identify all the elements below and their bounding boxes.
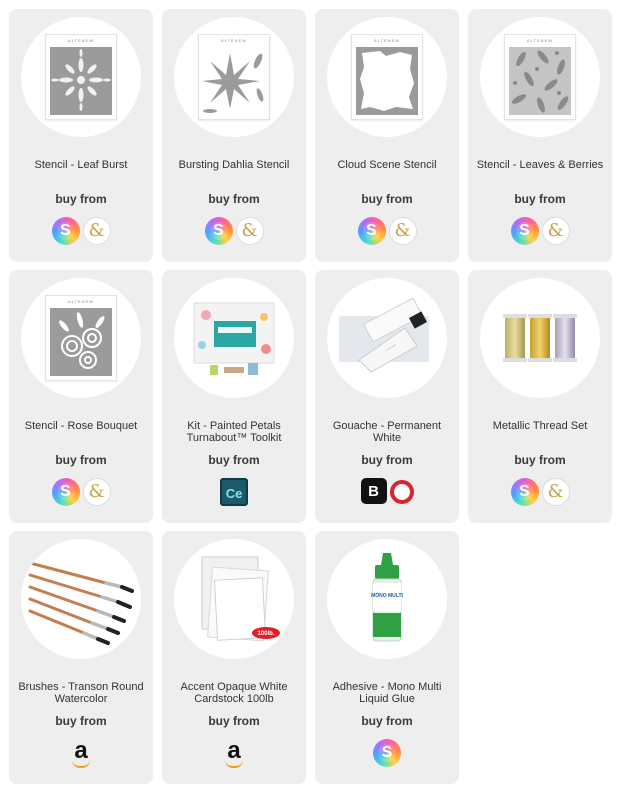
product-title[interactable]: Metallic Thread Set — [492, 420, 588, 432]
ce-store-icon[interactable]: Ce — [220, 478, 248, 506]
product-card — [9, 9, 153, 262]
amazon-store-icon[interactable] — [219, 739, 249, 769]
cardstock-image — [184, 549, 284, 649]
metallic-thread-image — [495, 308, 585, 368]
red-ring-store-icon[interactable] — [390, 480, 414, 504]
store-links — [9, 478, 153, 506]
svg-text:~~~~: ~~~~ — [384, 342, 398, 354]
product-card — [162, 270, 306, 523]
buy-from-label: buy from — [361, 453, 413, 467]
rose-bouquet-pattern — [50, 308, 112, 376]
brushes-image — [26, 549, 136, 649]
glue-bottle-image — [357, 549, 417, 649]
ampersand-store-icon[interactable]: & — [83, 478, 111, 506]
brand-header: ALTENEW — [67, 38, 95, 43]
amazon-smile — [225, 760, 243, 768]
product-card — [162, 531, 306, 784]
stencil-cloud-image — [351, 34, 423, 120]
amazon-letter: a — [227, 737, 241, 764]
brand-header: ALTENEW — [526, 38, 554, 43]
stencil-plate — [356, 47, 418, 115]
product-card — [468, 9, 612, 262]
product-thumbnail[interactable] — [174, 278, 294, 398]
product-title[interactable]: Adhesive - Mono Multi Liquid Glue — [332, 681, 442, 705]
product-thumbnail[interactable] — [21, 539, 141, 659]
buy-from-label: buy from — [208, 453, 260, 467]
store-links — [315, 217, 459, 245]
s-store-icon[interactable]: S — [511, 478, 539, 506]
product-thumbnail[interactable] — [480, 17, 600, 137]
product-title[interactable]: Bursting Dahlia Stencil — [178, 159, 290, 171]
buy-from-label: buy from — [361, 192, 413, 206]
buy-from-label: buy from — [55, 453, 107, 467]
store-links — [468, 478, 612, 506]
s-store-icon[interactable]: S — [52, 217, 80, 245]
product-title[interactable]: Gouache - Permanent White — [332, 420, 442, 444]
product-card — [315, 9, 459, 262]
store-links — [162, 478, 306, 506]
product-grid — [9, 9, 612, 784]
product-title[interactable]: Cloud Scene Stencil — [337, 159, 437, 171]
product-card — [162, 9, 306, 262]
store-links — [162, 739, 306, 769]
product-card — [9, 270, 153, 523]
dahlia-pattern — [200, 47, 268, 117]
product-title[interactable]: Stencil - Rose Bouquet — [24, 420, 138, 432]
ampersand-store-icon[interactable]: & — [83, 217, 111, 245]
s-store-icon[interactable]: S — [373, 739, 401, 767]
product-title[interactable]: Brushes - Transon Round Watercolor — [18, 681, 144, 705]
ampersand-store-icon[interactable]: & — [236, 217, 264, 245]
cardstock-badge: 100lb. — [257, 631, 275, 637]
stencil-plate — [509, 47, 571, 115]
product-thumbnail[interactable] — [21, 278, 141, 398]
store-links — [9, 739, 153, 769]
product-card — [315, 270, 459, 523]
amazon-store-icon[interactable] — [66, 739, 96, 769]
product-title[interactable]: Accent Opaque White Cardstock 100lb — [180, 681, 288, 705]
brand-header: ALTENEW — [220, 38, 248, 43]
stencil-plate — [50, 47, 112, 115]
product-thumbnail[interactable] — [327, 17, 447, 137]
ampersand-store-icon[interactable]: & — [542, 217, 570, 245]
cloud-cutout — [356, 47, 418, 115]
product-thumbnail[interactable] — [21, 17, 141, 137]
glue-label: MONO MULTI — [371, 593, 403, 599]
leaves-pattern — [509, 47, 571, 115]
s-store-icon[interactable]: S — [511, 217, 539, 245]
amazon-smile — [72, 760, 90, 768]
product-thumbnail[interactable] — [480, 278, 600, 398]
buy-from-label: buy from — [514, 192, 566, 206]
product-thumbnail[interactable] — [327, 539, 447, 659]
s-store-icon[interactable]: S — [358, 217, 386, 245]
s-store-icon[interactable]: S — [52, 478, 80, 506]
stencil-leaves-image — [504, 34, 576, 120]
buy-from-label: buy from — [55, 714, 107, 728]
stencil-plate — [50, 308, 112, 376]
buy-from-label: buy from — [55, 192, 107, 206]
product-thumbnail[interactable] — [174, 539, 294, 659]
buy-from-label: buy from — [208, 192, 260, 206]
leaf-burst-pattern — [50, 47, 112, 113]
gouache-tube-image — [335, 298, 439, 378]
product-card — [315, 531, 459, 784]
ampersand-store-icon[interactable]: & — [389, 217, 417, 245]
buy-from-label: buy from — [208, 714, 260, 728]
brand-header: ALTENEW — [373, 38, 401, 43]
stencil-leaf-burst-image — [45, 34, 117, 120]
store-links — [9, 217, 153, 245]
b-store-icon[interactable]: B — [361, 478, 387, 504]
s-store-icon[interactable]: S — [205, 217, 233, 245]
product-card — [468, 270, 612, 523]
ampersand-store-icon[interactable]: & — [542, 478, 570, 506]
buy-from-label: buy from — [514, 453, 566, 467]
product-card — [9, 531, 153, 784]
amazon-letter: a — [74, 737, 88, 764]
stencil-rose-image — [45, 295, 117, 381]
buy-from-label: buy from — [361, 714, 413, 728]
store-links — [162, 217, 306, 245]
store-links — [315, 478, 459, 504]
product-thumbnail[interactable] — [327, 278, 447, 398]
product-title[interactable]: Kit - Painted Petals Turnabout™ Toolkit — [186, 420, 282, 444]
toolkit-kit-image — [184, 293, 284, 383]
product-title[interactable]: Stencil - Leaves & Berries — [476, 159, 604, 171]
stencil-dahlia-image — [198, 34, 270, 120]
store-links — [468, 217, 612, 245]
brand-header: ALTENEW — [67, 299, 95, 304]
product-title[interactable]: Stencil - Leaf Burst — [34, 159, 128, 171]
store-links — [315, 739, 459, 767]
product-thumbnail[interactable] — [174, 17, 294, 137]
